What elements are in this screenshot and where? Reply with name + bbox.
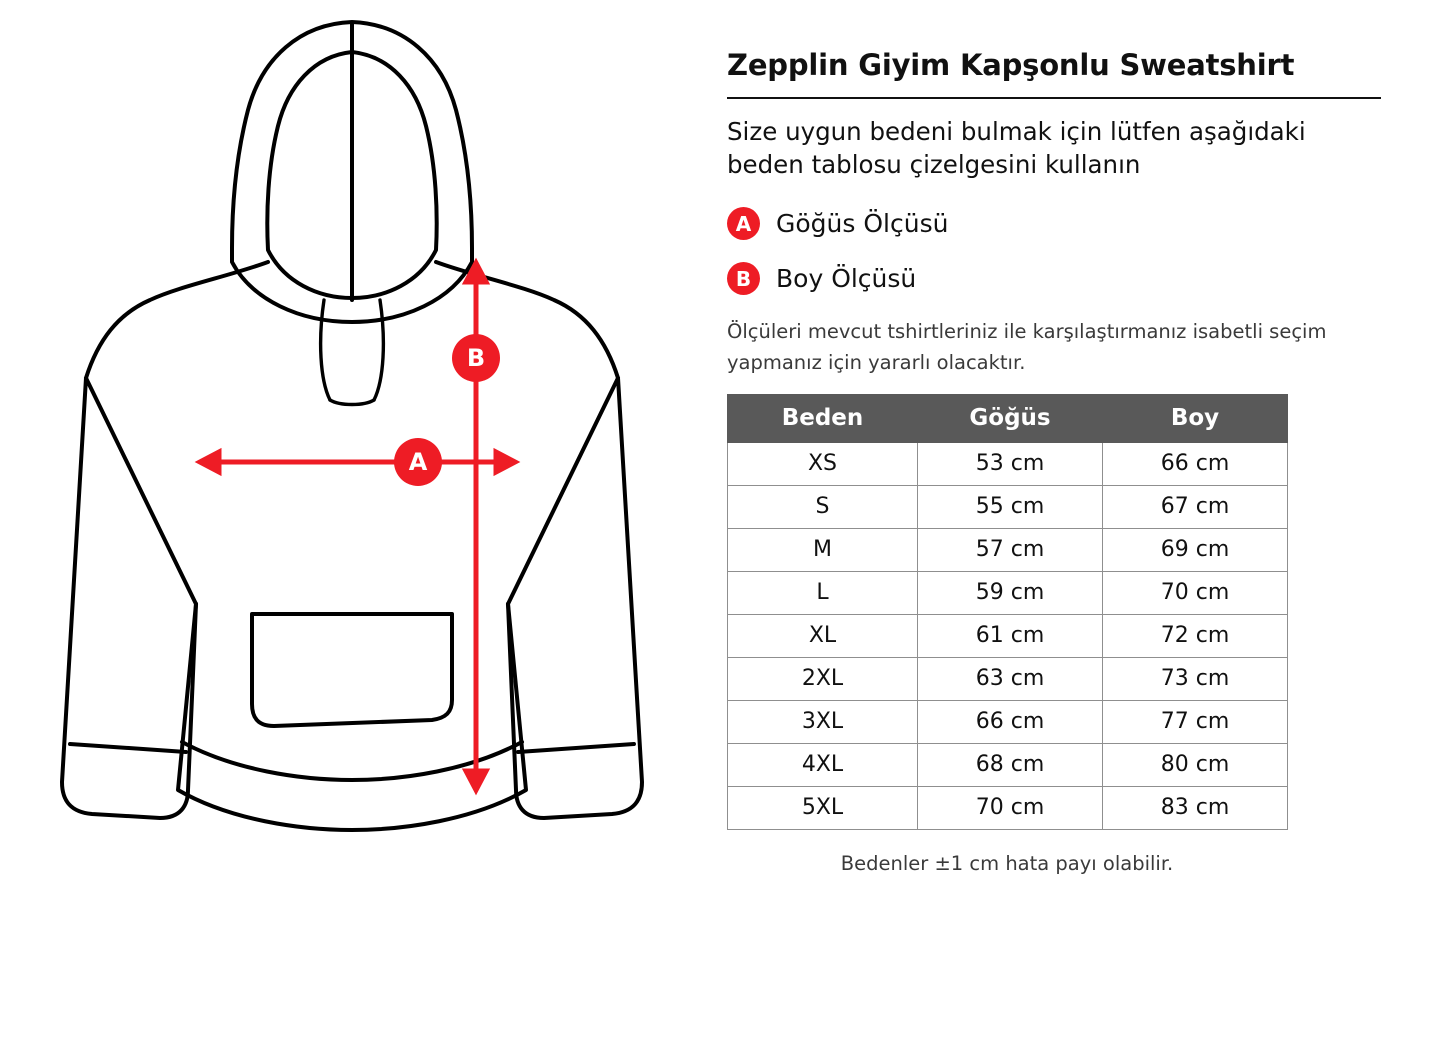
page-title: Zepplin Giyim Kapşonlu Sweatshirt bbox=[727, 48, 1295, 82]
page-subtitle: Size uygun bedeni bulmak için lütfen aşağıdaki beden tablosu çizelgesini kullanın bbox=[727, 116, 1306, 180]
cell-size: 3XL bbox=[728, 700, 918, 743]
right-underarm bbox=[508, 378, 618, 604]
table-header-chest: Göğüs bbox=[918, 394, 1103, 442]
cell-chest: 66 cm bbox=[918, 700, 1103, 743]
cell-chest: 53 cm bbox=[918, 442, 1103, 485]
chest-arrow-right bbox=[496, 452, 515, 472]
table-row bbox=[728, 786, 1288, 829]
badge-b-label: B bbox=[466, 344, 486, 372]
comparison-note: Ölçüleri mevcut tshirtleriniz ile karşılaştırmanız isabetli seçim yapmanız için yararlı olacaktır. bbox=[727, 320, 1327, 374]
cell-length: 80 cm bbox=[1103, 743, 1288, 786]
cell-chest: 68 cm bbox=[918, 743, 1103, 786]
table-row bbox=[728, 700, 1288, 743]
cell-size: 2XL bbox=[728, 657, 918, 700]
table-row bbox=[728, 614, 1288, 657]
cell-length: 77 cm bbox=[1103, 700, 1288, 743]
tolerance-footnote: Bedenler ±1 cm hata payı olabilir. bbox=[840, 851, 1174, 875]
left-drawstring bbox=[321, 300, 330, 400]
cell-length: 66 cm bbox=[1103, 442, 1288, 485]
chest-arrow-left bbox=[200, 452, 219, 472]
table-row bbox=[728, 485, 1288, 528]
size-info-panel bbox=[727, 48, 1387, 875]
table-header-row bbox=[728, 394, 1288, 442]
cell-size: L bbox=[728, 571, 918, 614]
cell-length: 73 cm bbox=[1103, 657, 1288, 700]
length-arrow-bottom bbox=[466, 771, 486, 790]
cell-length: 67 cm bbox=[1103, 485, 1288, 528]
kangaroo-pocket bbox=[252, 614, 452, 726]
cell-chest: 57 cm bbox=[918, 528, 1103, 571]
cell-size: XS bbox=[728, 442, 918, 485]
cell-size: M bbox=[728, 528, 918, 571]
cell-size: XL bbox=[728, 614, 918, 657]
table-body bbox=[728, 442, 1288, 829]
table-header-size: Beden bbox=[728, 394, 918, 442]
left-cuff-line bbox=[70, 744, 186, 752]
right-cuff-line bbox=[518, 744, 634, 752]
table-row bbox=[728, 442, 1288, 485]
table-row bbox=[728, 528, 1288, 571]
cell-chest: 55 cm bbox=[918, 485, 1103, 528]
legend-badge-a: A bbox=[727, 207, 760, 240]
table-row bbox=[728, 571, 1288, 614]
badge-a-label: A bbox=[408, 448, 428, 476]
legend-label-chest: Göğüs Ölçüsü bbox=[776, 209, 949, 239]
cell-length: 72 cm bbox=[1103, 614, 1288, 657]
title-divider bbox=[727, 97, 1381, 99]
legend-item-length bbox=[727, 262, 1387, 295]
cell-size: S bbox=[728, 485, 918, 528]
cell-length: 70 cm bbox=[1103, 571, 1288, 614]
cell-chest: 59 cm bbox=[918, 571, 1103, 614]
cell-chest: 70 cm bbox=[918, 786, 1103, 829]
legend-label-length: Boy Ölçüsü bbox=[776, 264, 917, 294]
hoodie-svg bbox=[0, 0, 715, 1053]
cell-chest: 61 cm bbox=[918, 614, 1103, 657]
legend-badge-b: B bbox=[727, 262, 760, 295]
drawstring-bottom bbox=[330, 400, 374, 405]
cell-size: 5XL bbox=[728, 786, 918, 829]
cell-length: 83 cm bbox=[1103, 786, 1288, 829]
cell-chest: 63 cm bbox=[918, 657, 1103, 700]
hoodie-illustration bbox=[0, 0, 715, 1053]
right-drawstring bbox=[374, 300, 383, 400]
table-row bbox=[728, 743, 1288, 786]
cell-length: 69 cm bbox=[1103, 528, 1288, 571]
left-underarm bbox=[86, 378, 196, 604]
size-table bbox=[727, 394, 1288, 830]
table-row bbox=[728, 657, 1288, 700]
legend-item-chest bbox=[727, 207, 1387, 240]
cell-size: 4XL bbox=[728, 743, 918, 786]
table-header-length: Boy bbox=[1103, 394, 1288, 442]
